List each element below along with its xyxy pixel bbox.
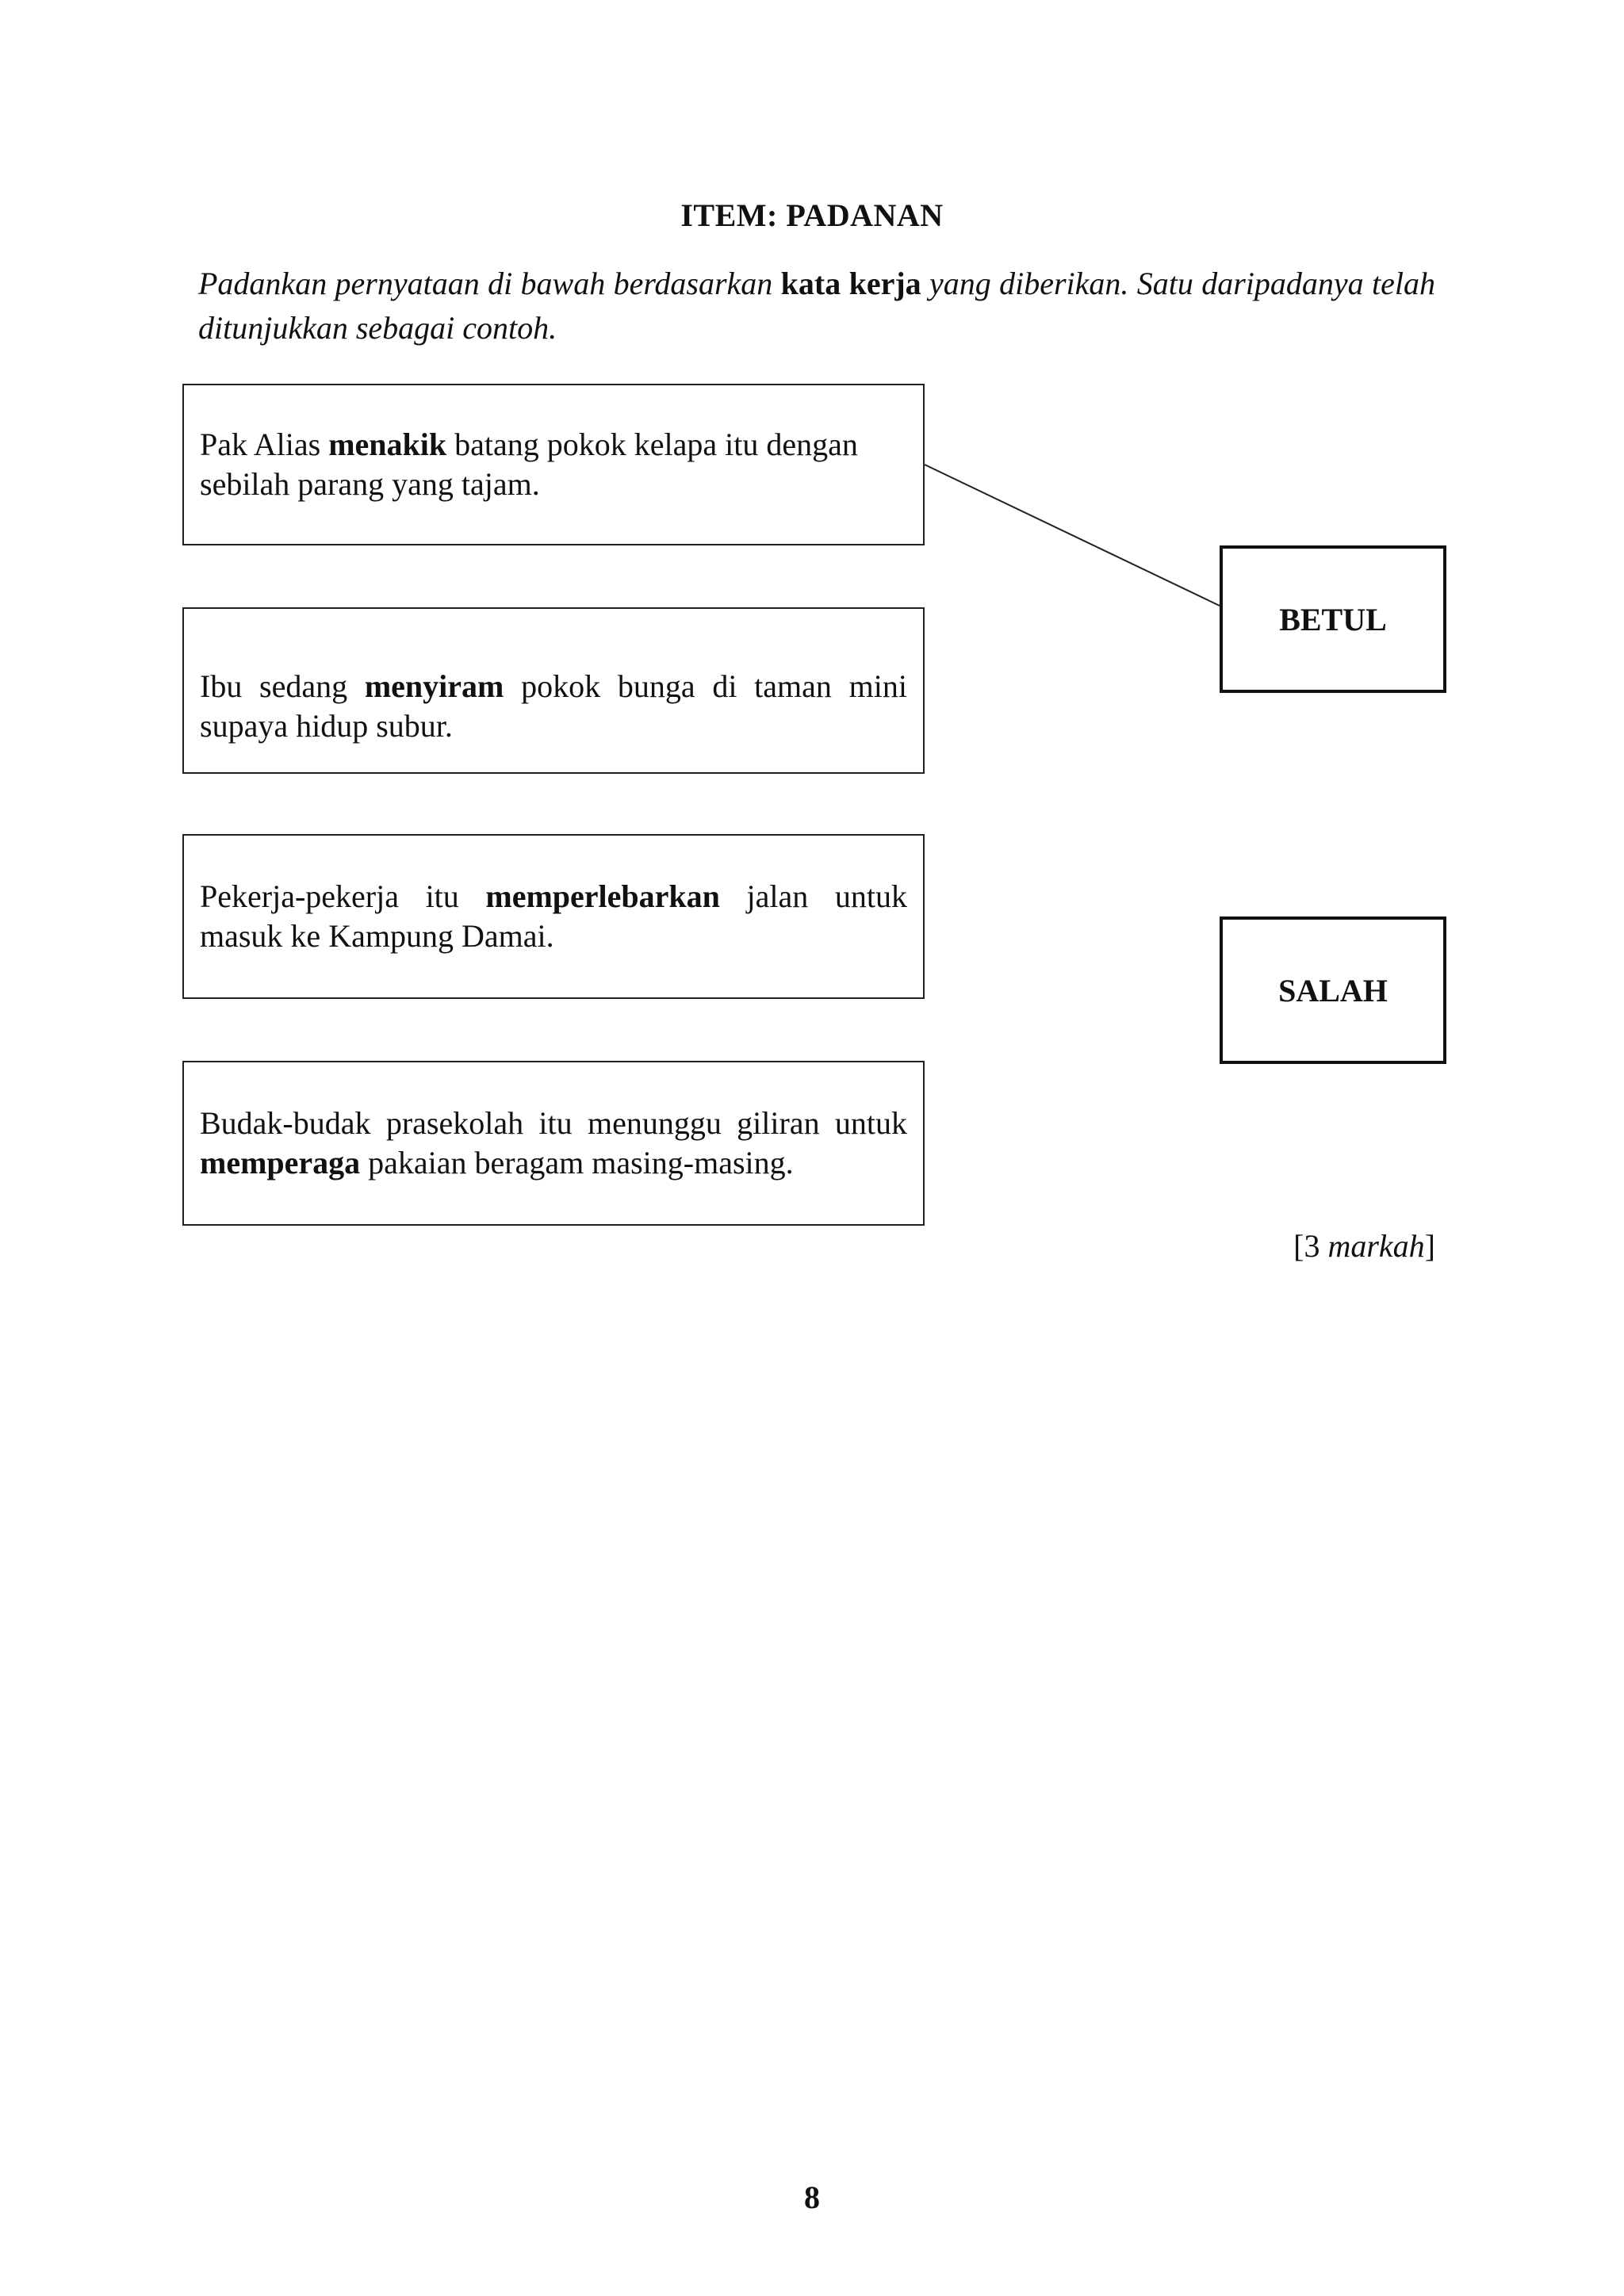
- page-number: 8: [804, 2179, 820, 2215]
- statement-3-after: jalan untuk masuk ke Kampung Damai.: [200, 878, 907, 954]
- statement-box-3: [182, 834, 925, 999]
- marks-open: [3: [1293, 1228, 1328, 1264]
- statement-2-before: Ibu sedang: [200, 668, 365, 704]
- section-title: ITEM: PADANAN: [680, 197, 944, 233]
- instruction-after: yang diberikan. Satu daripadanya telah ditunjukkan sebagai contoh.: [198, 266, 1435, 346]
- statement-2-verb: menyiram: [364, 668, 504, 704]
- instruction-text: [198, 262, 1435, 350]
- statement-text-2: [200, 667, 907, 746]
- statement-3-before: Pekerja-pekerja itu: [200, 878, 486, 914]
- statement-4-after: pakaian beragam masing-masing.: [360, 1145, 794, 1181]
- marks-close: ]: [1424, 1228, 1435, 1264]
- statement-3-verb: memperlebarkan: [485, 878, 720, 914]
- marks-label: [1293, 1227, 1435, 1265]
- statement-text-4: [200, 1104, 907, 1183]
- answer-box-salah: SALAH: [1220, 916, 1446, 1064]
- statement-4-verb: memperaga: [200, 1145, 361, 1181]
- marks-word: markah: [1327, 1228, 1425, 1264]
- statement-text-3: [200, 877, 907, 956]
- instruction-keyword: kata kerja: [780, 266, 921, 301]
- statement-1-verb: menakik: [328, 427, 447, 462]
- statement-2-after: pokok bunga di taman mini supaya hidup subur.: [200, 668, 907, 744]
- statement-1-after: batang pokok kelapa itu dengan sebilah parang yang tajam.: [200, 427, 858, 502]
- statement-box-2: [182, 607, 925, 774]
- statement-text-1: [200, 425, 907, 504]
- statement-box-4: [182, 1061, 925, 1226]
- statement-4-before: Budak-budak prasekolah itu menunggu giliran untuk: [200, 1105, 907, 1141]
- statement-box-1: [182, 384, 925, 545]
- statement-1-before: Pak Alias: [200, 427, 329, 462]
- instruction-before: Padankan pernyataan di bawah berdasarkan: [198, 266, 781, 301]
- answer-box-betul: BETUL: [1220, 545, 1446, 693]
